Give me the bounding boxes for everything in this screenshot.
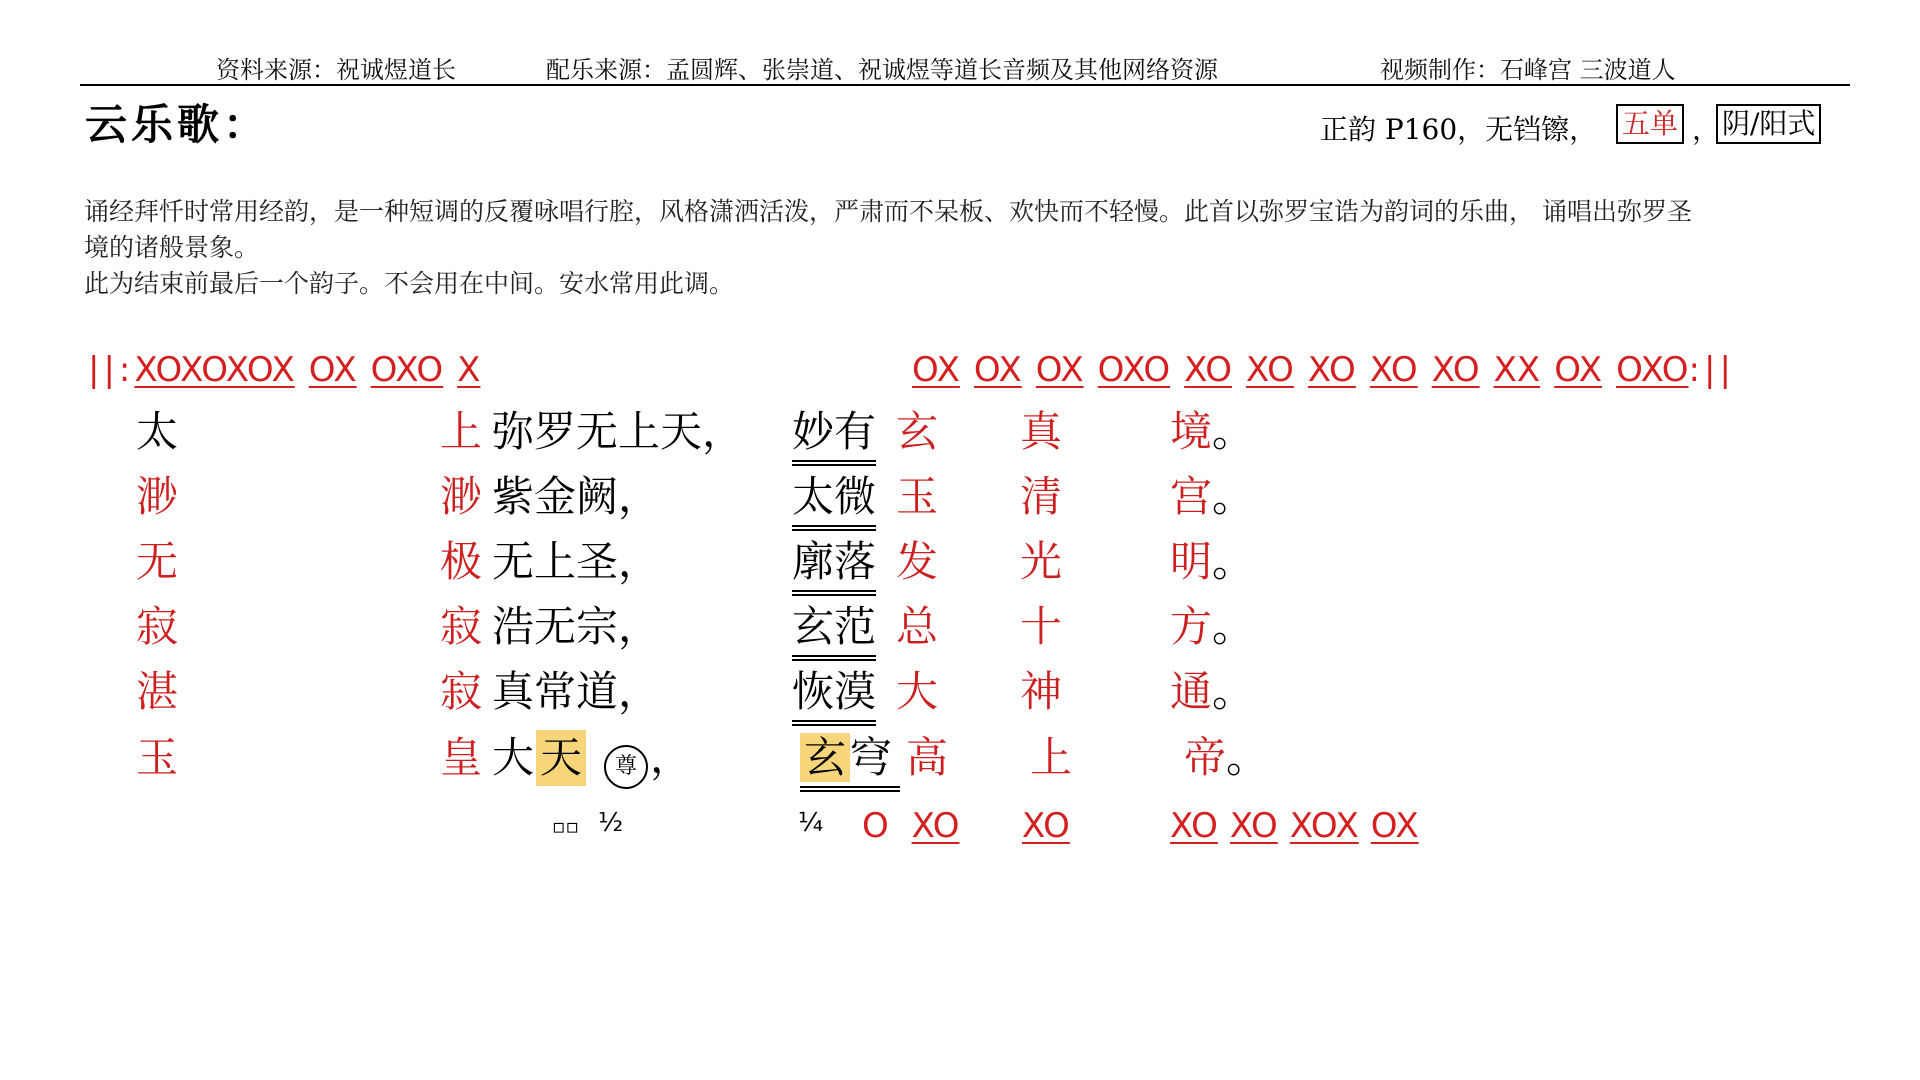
verse-char-c2-highlighted: 天 [536, 730, 586, 786]
rhythm-group: OXO [370, 350, 444, 390]
page-header [80, 48, 1850, 86]
verse-text: 真常道， [492, 667, 661, 716]
verse-char-g: 明 [1170, 537, 1213, 586]
rhythm-group: X [457, 350, 481, 390]
rhythm-group: OX [973, 350, 1022, 390]
verse-underlined-pair: 玄范 [792, 599, 876, 661]
verse-row [0, 404, 1920, 464]
verse-text: 无上圣， [492, 537, 661, 586]
verse-char-b: 寂 [440, 602, 483, 651]
description-line: 诵经拜忏时常用经韵，是一种短调的反覆咏唱行腔，风格潇洒活泼，严肃而不呆板、欢快而不轻慢。此首以弥罗宝诰为韵词的乐曲， 诵唱出弥罗圣 [84, 197, 1692, 226]
verse-char-d2: 穹 [850, 733, 893, 782]
verse-row-last [0, 730, 1920, 790]
verse-char-b: 渺 [440, 472, 483, 521]
rhythm-o: O [862, 806, 889, 846]
repeat-start-bar: ||: [88, 350, 135, 390]
verse-underlined-pair: 太微 [792, 469, 876, 531]
rhythm-bottom-a [862, 806, 959, 846]
verse-underlined-pair: 恢漠 [792, 664, 876, 726]
verse-underlined-pair: 廓落 [792, 534, 876, 596]
verse-char-g: 帝 [1184, 733, 1227, 782]
rhythm-group: XO [1229, 806, 1278, 846]
description-line: 此为结束前最后一个韵子。不会用在中间。安水常用此调。 [84, 269, 735, 298]
verse-underlined-pair [800, 730, 900, 792]
rhythm-top-left [88, 350, 494, 390]
verse-char-a: 玉 [136, 733, 179, 782]
verse-char-e: 高 [906, 733, 949, 782]
verse-char-g: 通 [1170, 667, 1213, 716]
verse-row [0, 664, 1920, 724]
verse-char-f: 神 [1020, 667, 1063, 716]
verse-char-b: 上 [440, 407, 483, 456]
verse-char-f: 清 [1020, 472, 1063, 521]
verse-char-a: 寂 [136, 602, 179, 651]
rhythm-bottom-b [1022, 806, 1070, 846]
rhythm-group: XX [1493, 350, 1541, 390]
verse-char-b: 寂 [440, 667, 483, 716]
verse-char-e: 玉 [896, 472, 939, 521]
verse-row [0, 534, 1920, 594]
verse-period: 。 [1212, 472, 1255, 521]
verse-underlined-pair: 妙有 [792, 404, 876, 466]
verse-comma: ， [650, 733, 693, 782]
verse-char-e: 发 [896, 537, 939, 586]
rhythm-group: XO [1369, 350, 1418, 390]
rhythm-group: OXO [1616, 350, 1689, 390]
rhythm-group: XO [1022, 806, 1070, 846]
rhythm-group: XO [911, 806, 960, 846]
verse-period: 。 [1212, 602, 1255, 651]
rhythm-group: OX [1370, 806, 1419, 846]
verse-text: 紫金阙， [492, 472, 661, 521]
verse-char-e: 大 [896, 667, 939, 716]
verse-char-a: 渺 [136, 472, 179, 521]
verse-period: 。 [1212, 667, 1255, 716]
verse-char-f: 上 [1030, 733, 1073, 782]
verse-period: 。 [1226, 733, 1269, 782]
verse-char-e: 玄 [896, 407, 939, 456]
video-credit: 视频制作：石峰宫 三波道人 [1380, 56, 1676, 84]
rhythm-group: XO [1170, 806, 1218, 846]
verse-char-a: 无 [136, 537, 179, 586]
rhythm-group: OXO [1097, 350, 1171, 390]
rhythm-group: XO [1307, 350, 1356, 390]
meta-zhengyun: 正韵 P160，无铛镲， [1320, 113, 1598, 146]
verse-char-b: 极 [440, 537, 483, 586]
page-title: 云乐歌： [85, 100, 270, 149]
verse-text: 浩无宗， [492, 602, 661, 651]
bottom-marks: ▫▫ [552, 814, 580, 838]
verse-char-f: 光 [1020, 537, 1063, 586]
verse-char-f: 真 [1020, 407, 1063, 456]
rhythm-group: XOX [1289, 806, 1359, 846]
rhythm-top-right [912, 350, 1735, 390]
verse-char-e: 总 [896, 602, 939, 651]
rhythm-group: OX [1035, 350, 1084, 390]
verse-text: 弥罗无上天， [492, 407, 745, 456]
bottom-quarter: ¼ [798, 808, 824, 838]
verse-char-c1: 大 [492, 733, 535, 782]
rhythm-group: XOXOXOX [134, 350, 295, 390]
rhythm-bottom-c [1170, 806, 1419, 846]
meta-yinyang: 阴/阳式 [1716, 104, 1821, 144]
verse-row [0, 469, 1920, 529]
rhythm-group: OX [912, 350, 960, 390]
verse-period: 。 [1212, 537, 1255, 586]
rhythm-group: OX [308, 350, 357, 390]
verse-char-a: 太 [136, 407, 179, 456]
zun-circle-mark: 尊 [604, 745, 648, 789]
verse-char-g: 宫 [1170, 472, 1213, 521]
verse-char-d1-highlighted: 玄 [800, 733, 850, 782]
meta-comma: ， [1692, 113, 1721, 146]
rhythm-group: XO [1431, 350, 1480, 390]
rhythm-group: XO [1246, 350, 1294, 390]
verse-char-a: 湛 [136, 667, 179, 716]
verse-row [0, 599, 1920, 659]
bottom-half: ½ [598, 808, 624, 838]
meta-wudan: 五单 [1616, 104, 1684, 144]
music-credit: 配乐来源：孟圆辉、张崇道、祝诚煜等道长音频及其他网络资源 [546, 56, 1218, 84]
verse-period: 。 [1212, 407, 1255, 456]
description [84, 194, 1864, 302]
verse-char-f: 十 [1020, 602, 1063, 651]
source-credit: 资料来源：祝诚煜道长 [216, 56, 456, 84]
verse-char-g: 方 [1170, 602, 1213, 651]
repeat-end-bar: :|| [1688, 350, 1735, 390]
rhythm-group: XO [1184, 350, 1233, 390]
rhythm-group: OX [1554, 350, 1603, 390]
verse-char-g: 境 [1170, 407, 1213, 456]
verse-char-b: 皇 [440, 733, 483, 782]
description-line: 境的诸般景象。 [84, 233, 260, 262]
